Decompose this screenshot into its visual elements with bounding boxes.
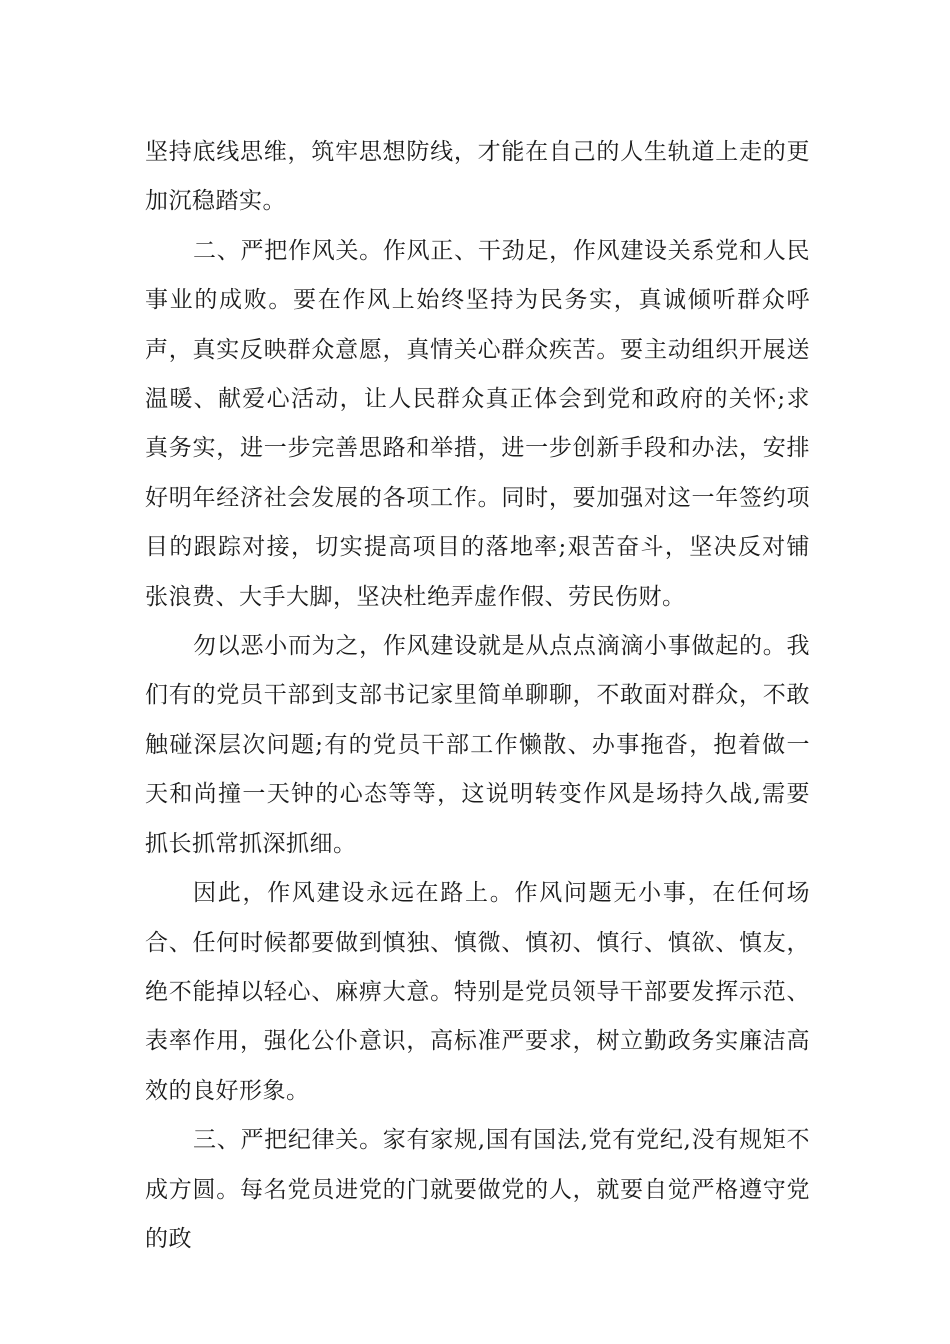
- document-body: [145, 128, 810, 1264]
- paragraph-1: 坚持底线思维，筑牢思想防线，才能在自己的人生轨道上走的更加沉稳踏实。: [145, 139, 810, 215]
- paragraph-3: 勿以恶小而为之，作风建设就是从点点滴滴小事做起的。我们有的党员干部到支部书记家里简单聊聊，不敢面对群众，不敢触碰深层次问题;有的党员干部工作懒散、办事拖沓，抱着做一天和尚撞一天钟的心态等等，这说明转变作风是场持久战,需要抓长抓常抓深抓细。: [145, 633, 810, 857]
- paragraph-5: 三、严把纪律关。家有家规,国有国法,党有党纪,没有规矩不成方圆。每名党员进党的门就要做党的人，就要自觉严格遵守党的政: [145, 1127, 810, 1252]
- paragraph-2: 二、严把作风关。作风正、干劲足，作风建设关系党和人民事业的成败。要在作风上始终坚持为民务实，真诚倾听群众呼声，真实反映群众意愿，真情关心群众疾苦。要主动组织开展送温暖、献爱心活动，让人民群众真正体会到党和政府的关怀;求真务实，进一步完善思路和举措，进一步创新手段和办法，安排好明年经济社会发展的各项工作。同时，要加强对这一年签约项目的跟踪对接，切实提高项目的落地率;艰苦奋斗，坚决反对铺张浪费、大手大脚，坚决杜绝弄虚作假、劳民伤财。: [145, 237, 810, 610]
- paragraph-4: 因此，作风建设永远在路上。作风问题无小事，在任何场合、任何时候都要做到慎独、慎微、慎初、慎行、慎欲、慎友，绝不能掉以轻心、麻痹大意。特别是党员领导干部要发挥示范、表率作用，强化公仆意识，高标准严要求，树立勤政务实廉洁高效的良好形象。: [145, 880, 810, 1104]
